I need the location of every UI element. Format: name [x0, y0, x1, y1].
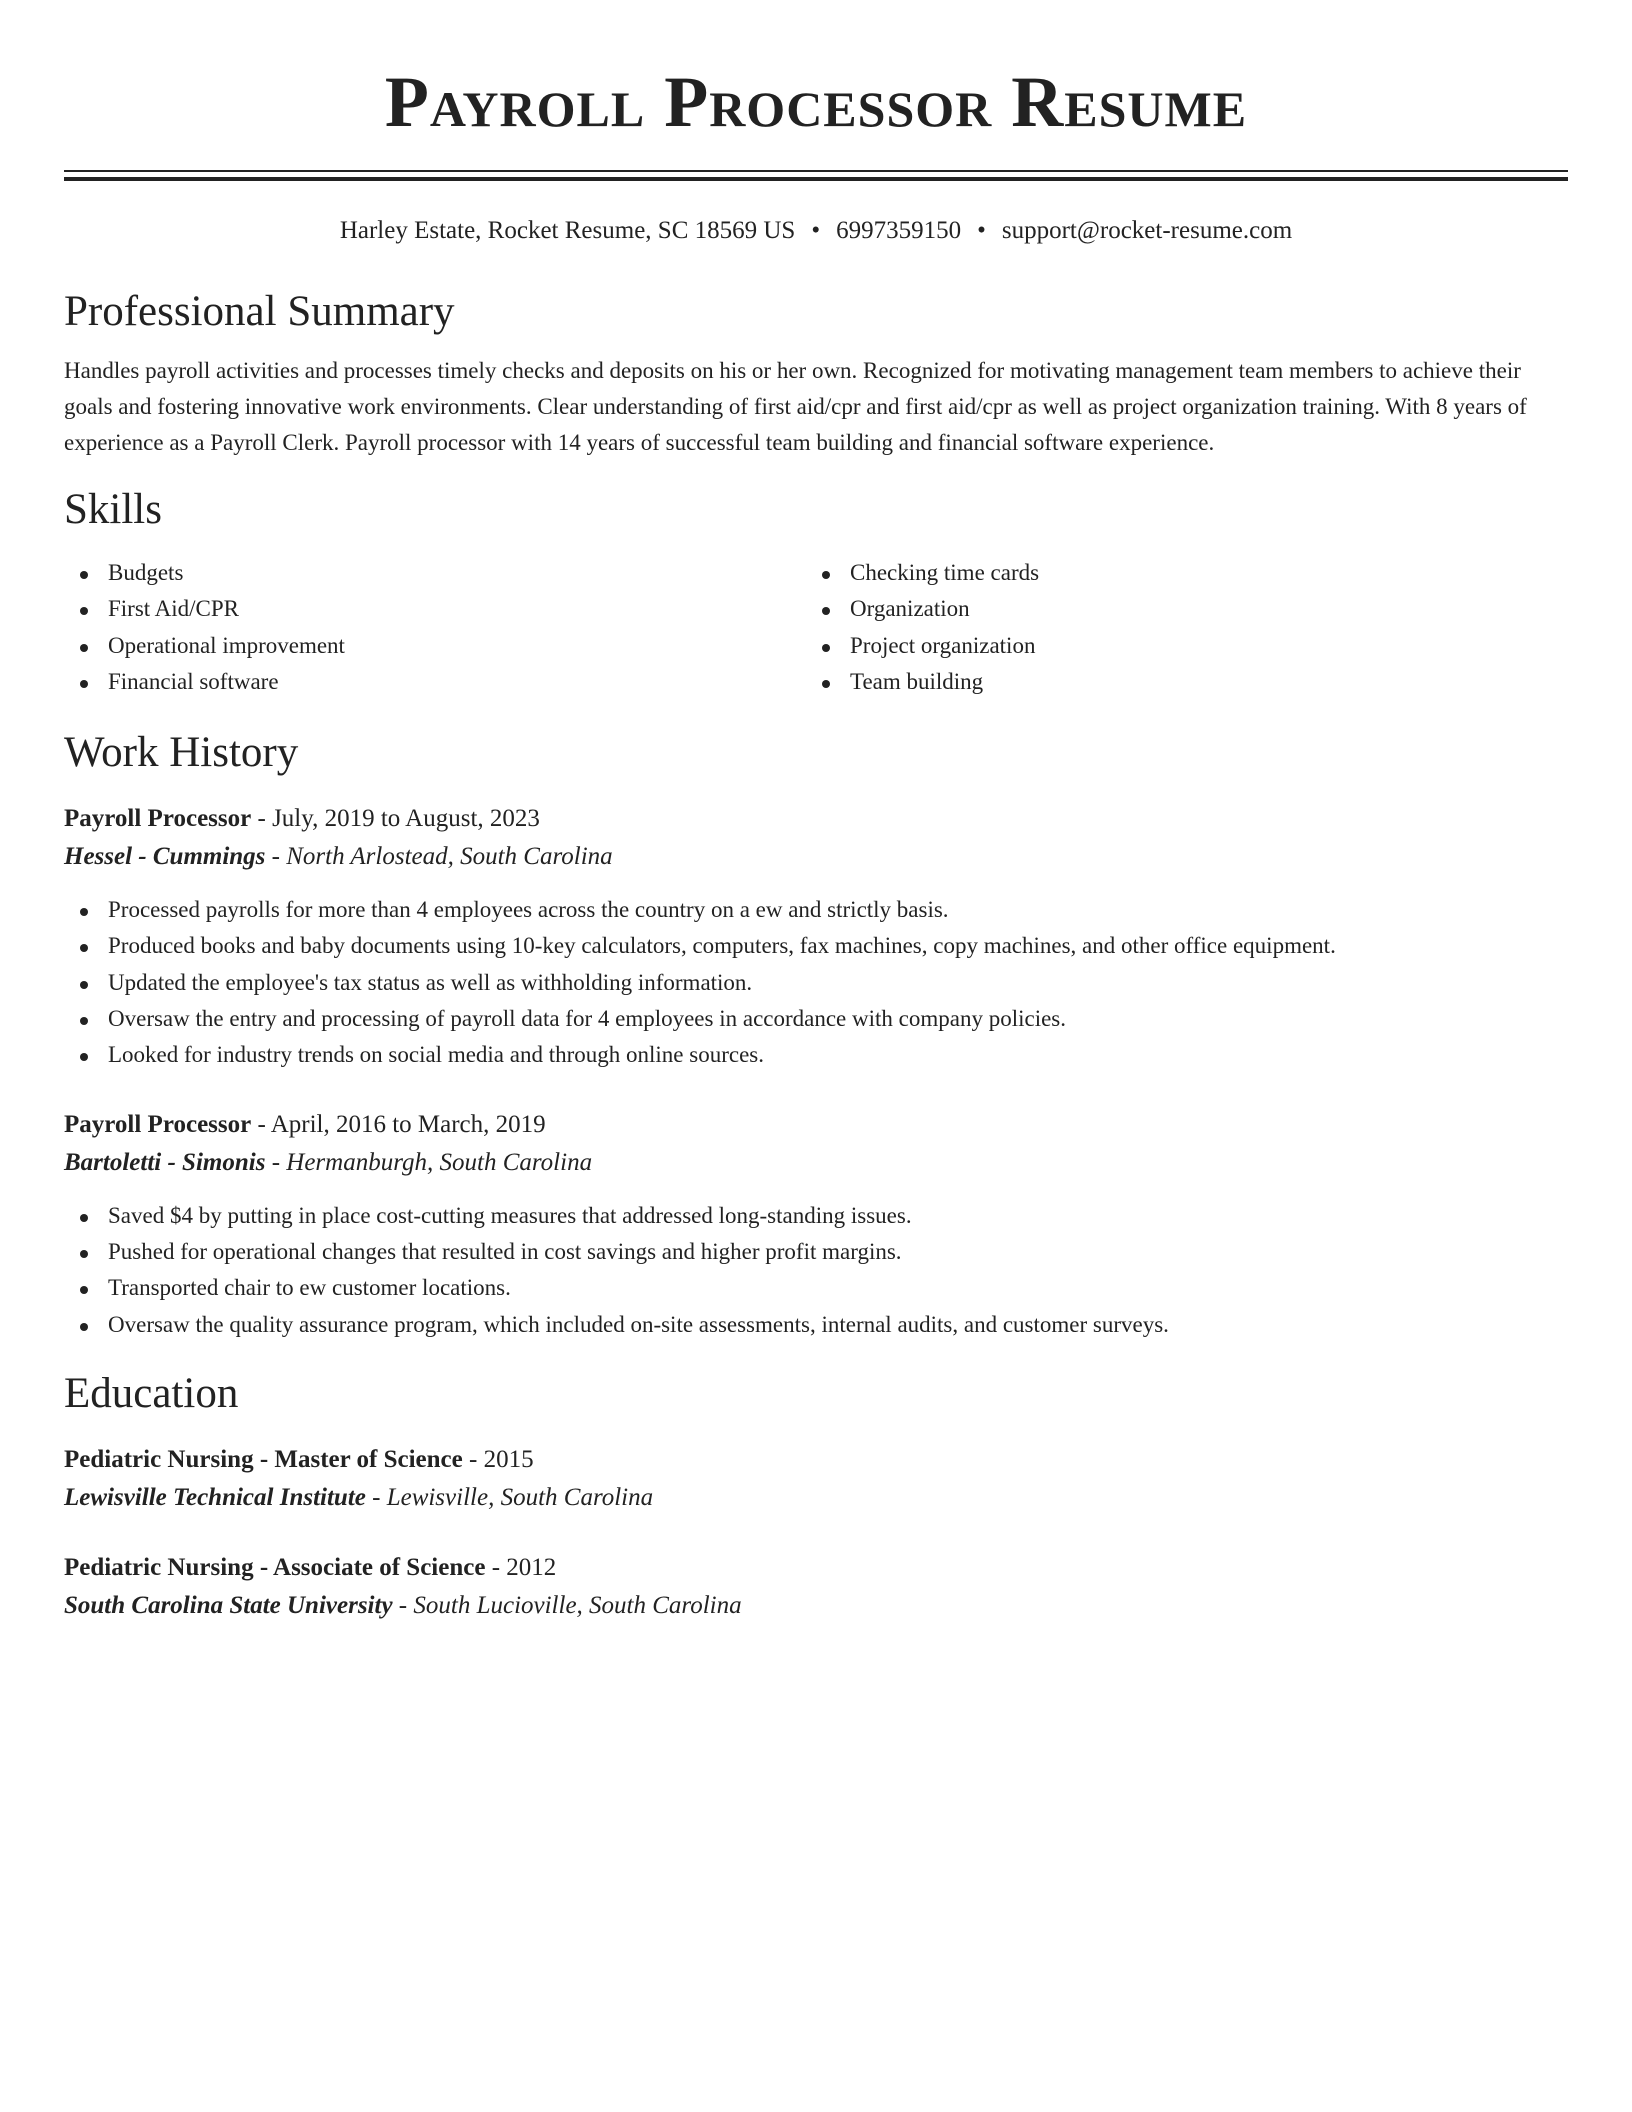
education-school: South Carolina State University — [64, 1591, 393, 1619]
job-employer: Bartoletti - Simonis - Hermanburgh, South Carolina — [64, 1148, 593, 1176]
contact-separator: • — [977, 217, 986, 244]
job-dates: April, 2016 to March, 2019 — [270, 1110, 546, 1138]
contact-email: support@rocket-resume.com — [1001, 217, 1293, 244]
job-duties — [64, 1198, 1568, 1343]
skills-heading: Skills — [64, 486, 162, 533]
duty-item: Pushed for operational changes that resulted in cost savings and higher profit margins. — [64, 1234, 1568, 1270]
contact-line — [64, 215, 1568, 247]
contact-address: Harley Estate, Rocket Resume, SC 18569 US — [339, 217, 796, 244]
skills-list — [64, 555, 1568, 700]
education-location: South Lucioville, South Carolina — [413, 1591, 742, 1619]
education-year: 2012 — [506, 1553, 557, 1581]
resume-title: Payroll Processor Resume — [384, 62, 1248, 142]
contact-separator: • — [811, 217, 821, 244]
education-degree: Pediatric Nursing - Master of Science — [64, 1445, 463, 1473]
education-header: Pediatric Nursing - Associate of Science - 2012 — [64, 1553, 557, 1581]
education-institution: South Carolina State University - South Lucioville, South Carolina — [64, 1591, 742, 1619]
contact-phone: 6997359150 — [836, 217, 962, 244]
job-header: Payroll Processor - July, 2019 to August, 2023 — [64, 805, 540, 833]
education-school: Lewisville Technical Institute — [64, 1483, 366, 1511]
summary-text: Handles payroll activities and processes timely checks and deposits on his or her own. Recognized for motivating management team members to achieve their goals and fostering innovative work environments. Clear understanding of first aid/cpr and first aid/cpr as well as project organization training. With 8 years of experience as a Payroll Clerk. Payroll processor with 14 years of successful team building and financial software experience. — [64, 358, 1527, 455]
job-location: North Arlostead, South Carolina — [286, 843, 613, 871]
education-heading: Education — [64, 1369, 239, 1417]
duty-item: Saved $4 by putting in place cost-cutting measures that addressed long-standing issues. — [64, 1198, 1568, 1234]
education-entry — [64, 1549, 1568, 1625]
resume-page — [64, 0, 1568, 1625]
job-entry — [64, 800, 1568, 1073]
skill-item: Checking time cards — [806, 555, 1548, 591]
education-degree: Pediatric Nursing - Associate of Science — [64, 1553, 486, 1581]
skill-item: Budgets — [64, 555, 806, 591]
work-history-heading: Work History — [64, 729, 299, 777]
job-location: Hermanburgh, South Carolina — [286, 1148, 593, 1176]
duty-item: Produced books and baby documents using 10-key calculators, computers, fax machines, copy machines, and other office equipment. — [64, 928, 1568, 964]
skill-item: Organization — [806, 591, 1548, 627]
title-divider — [64, 170, 1568, 181]
duty-item: Oversaw the entry and processing of payroll data for 4 employees in accordance with company policies. — [64, 1001, 1568, 1037]
skill-item: Operational improvement — [64, 628, 806, 664]
skill-item: Team building — [806, 664, 1548, 700]
education-institution: Lewisville Technical Institute - Lewisville, South Carolina — [64, 1483, 654, 1511]
job-duties — [64, 892, 1568, 1073]
job-entry — [64, 1106, 1568, 1343]
duty-item: Looked for industry trends on social media and through online sources. — [64, 1037, 1568, 1073]
job-title: Payroll Processor — [64, 805, 252, 833]
skill-item: Project organization — [806, 628, 1548, 664]
duty-item: Oversaw the quality assurance program, which included on-site assessments, internal audits, and customer surveys. — [64, 1307, 1568, 1343]
job-employer: Hessel - Cummings - North Arlostead, South Carolina — [64, 843, 613, 871]
duty-item: Transported chair to ew customer locations. — [64, 1270, 1568, 1306]
job-dates: July, 2019 to August, 2023 — [272, 805, 540, 833]
skills-column-right — [806, 555, 1548, 700]
job-title: Payroll Processor — [64, 1110, 252, 1138]
education-entry — [64, 1441, 1568, 1517]
job-company: Hessel - Cummings — [64, 843, 266, 871]
duty-item: Updated the employee's tax status as well as withholding information. — [64, 965, 1568, 1001]
job-header: Payroll Processor - April, 2016 to March, 2019 — [64, 1110, 546, 1138]
skill-item: First Aid/CPR — [64, 591, 806, 627]
skill-item: Financial software — [64, 664, 806, 700]
education-year: 2015 — [483, 1445, 534, 1473]
education-location: Lewisville, South Carolina — [386, 1483, 654, 1511]
education-header: Pediatric Nursing - Master of Science - 2015 — [64, 1445, 534, 1473]
skills-column-left — [64, 555, 806, 700]
summary-heading: Professional Summary — [64, 288, 455, 335]
duty-item: Processed payrolls for more than 4 employees across the country on a ew and strictly basis. — [64, 892, 1568, 928]
job-company: Bartoletti - Simonis — [64, 1148, 266, 1176]
